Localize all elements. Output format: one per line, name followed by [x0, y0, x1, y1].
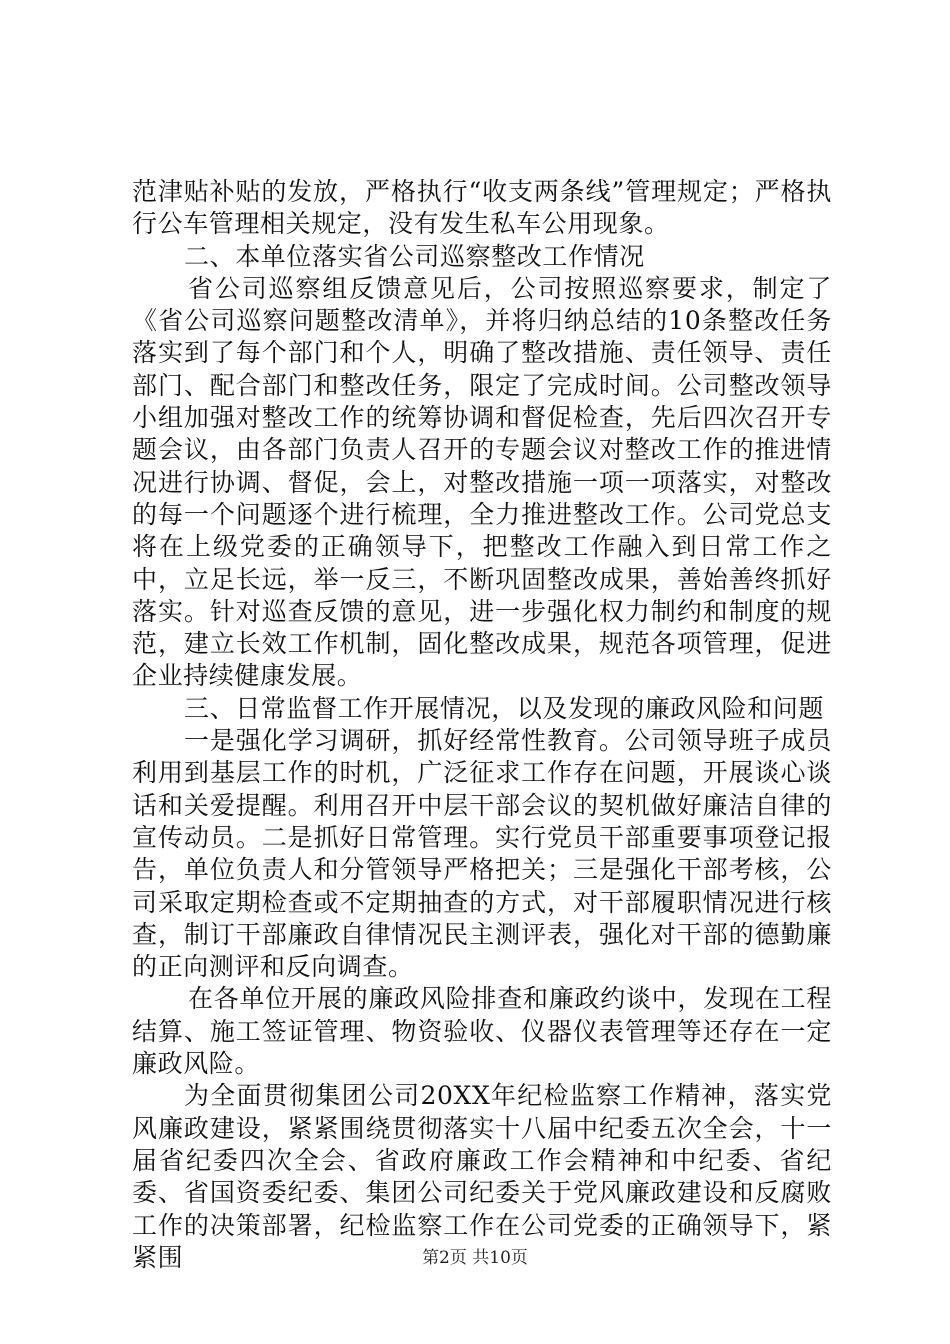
paragraph-5: 一是强化学习调研，抓好经常性教育。公司领导班子成员利用到基层工作的时机，广泛征求工作存在问题，开展谈心谈话和关爱提醒。利用召开中层干部会议的契机做好廉洁自律的宣传动员。二是抓好日常管理。实行党员干部重要事项登记报告，单位负责人和分管领导严格把关；三是强化干部考核，公司采取定期检查或不定期抽查的方式，对干部履职情况进行核查，制订干部廉政自律情况民主测评表，强化对干部的德勤廉的正向测评和反向调查。: [132, 726, 832, 982]
document-body: [132, 176, 832, 1274]
paragraph-1: 范津贴补贴的发放，严格执行“收支两条线”管理规定；严格执行公车管理相关规定，没有发生私车公用现象。: [132, 177, 832, 239]
paragraph-3: 省公司巡察组反馈意见后，公司按照巡察要求，制定了《省公司巡察问题整改清单》，并将归纳总结的10条整改任务落实到了每个部门和个人，明确了整改措施、责任领导、责任部门、配合部门和整改任务，限定了完成时间。公司整改领导小组加强对整改工作的统筹协调和督促检查，先后四次召开专题会议，由各部门负责人召开的专题会议对整改工作的推进情况进行协调、督促，会上，对整改措施一项一项落实，对整改的每一个问题逐个进行梳理，全力推进整改工作。公司党总支将在上级党委的正确领导下，把整改工作融入到日常工作之中，立足长远，举一反三，不断巩固整改成果，善始善终抓好落实。针对巡查反馈的意见，进一步强化权力制约和制度的规范，建立长效工作机制，固化整改成果，规范各项管理，促进企业持续健康发展。: [132, 273, 832, 691]
section-heading-2: 二、本单位落实省公司巡察整改工作情况: [184, 241, 645, 271]
page-number-footer: 第2页 共10页: [422, 1248, 528, 1268]
section-heading-3: 三、日常监督工作开展情况，以及发现的廉政风险和问题: [184, 693, 825, 723]
paragraph-6: 在各单位开展的廉政风险排查和廉政约谈中，发现在工程结算、施工签证管理、物资验收、仪器仪表管理等还存在一定廉政风险。: [132, 984, 832, 1079]
paragraph-7: 为全面贯彻集团公司20XX年纪检监察工作精神，落实党风廉政建设，紧紧围绕贯彻落实十八届中纪委五次全会，十一届省纪委四次全会、省政府廉政工作会精神和中纪委、省纪委、省国资委纪委、集团公司纪委关于党风廉政建设和反腐败工作的决策部署，纪检监察工作在公司党委的正确领导下，紧紧围: [132, 1081, 832, 1272]
